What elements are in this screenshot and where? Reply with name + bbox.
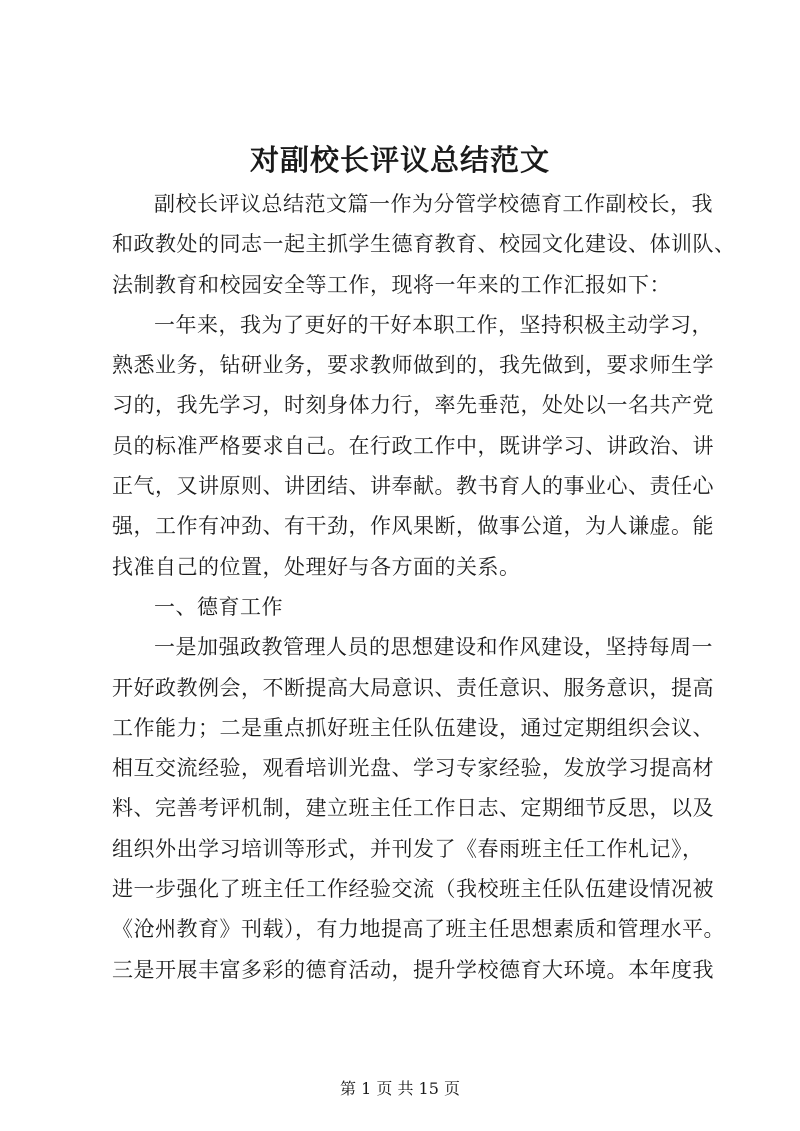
- body-line: 料、完善考评机制，建立班主任工作日志、定期细节反思，以及: [112, 796, 714, 821]
- body-line: 和政教处的同志一起主抓学生德育教育、校园文化建设、体训队、: [112, 232, 736, 257]
- body-line: 正气，又讲原则、讲团结、讲奉献。教书育人的事业心、责任心: [112, 474, 714, 499]
- body-line: 员的标准严格要求自己。在行政工作中，既讲学习、讲政治、讲: [112, 433, 714, 458]
- page-footer: 第 1 页 共 15 页: [340, 1079, 460, 1098]
- body-line: 相互交流经验，观看培训光盘、学习专家经验，发放学习提高材: [112, 756, 714, 781]
- body-line: 习的，我先学习，时刻身体力行，率先垂范，处处以一名共产党: [112, 393, 714, 418]
- body-line: 副校长评议总结范文篇一作为分管学校德育工作副校长，我: [154, 192, 713, 216]
- body-line: 找准自己的位置，处理好与各方面的关系。: [112, 554, 521, 579]
- body-line: 熟悉业务，钻研业务，要求教师做到的，我先做到，要求师生学: [112, 353, 714, 378]
- body-line: 工作能力；二是重点抓好班主任队伍建设，通过定期组织会议、: [112, 715, 714, 740]
- body-line: 开好政教例会，不断提高大局意识、责任意识、服务意识，提高: [112, 675, 714, 700]
- body-line: 法制教育和校园安全等工作，现将一年来的工作汇报如下：: [112, 272, 671, 297]
- body-line: 组织外出学习培训等形式，并刊发了《春雨班主任工作札记》，: [112, 836, 704, 861]
- body-line: 强，工作有冲劲、有干劲，作风果断，做事公道，为人谦虚。能: [112, 514, 714, 539]
- body-line: 一是加强政教管理人员的思想建设和作风建设，坚持每周一: [154, 635, 713, 660]
- document-body: [112, 184, 736, 990]
- body-line: 《沧州教育》刊载），有力地提高了班主任思想素质和管理水平。: [112, 917, 725, 942]
- body-line: 进一步强化了班主任工作经验交流（我校班主任队伍建设情况被: [112, 877, 714, 902]
- document-title: 对副校长评议总结范文: [249, 143, 550, 177]
- body-line: 一年来，我为了更好的干好本职工作，坚持积极主动学习，: [154, 312, 713, 337]
- body-line: 三是开展丰富多彩的德育活动，提升学校德育大环境。本年度我: [112, 957, 714, 982]
- section-heading: 一、德育工作: [154, 594, 283, 619]
